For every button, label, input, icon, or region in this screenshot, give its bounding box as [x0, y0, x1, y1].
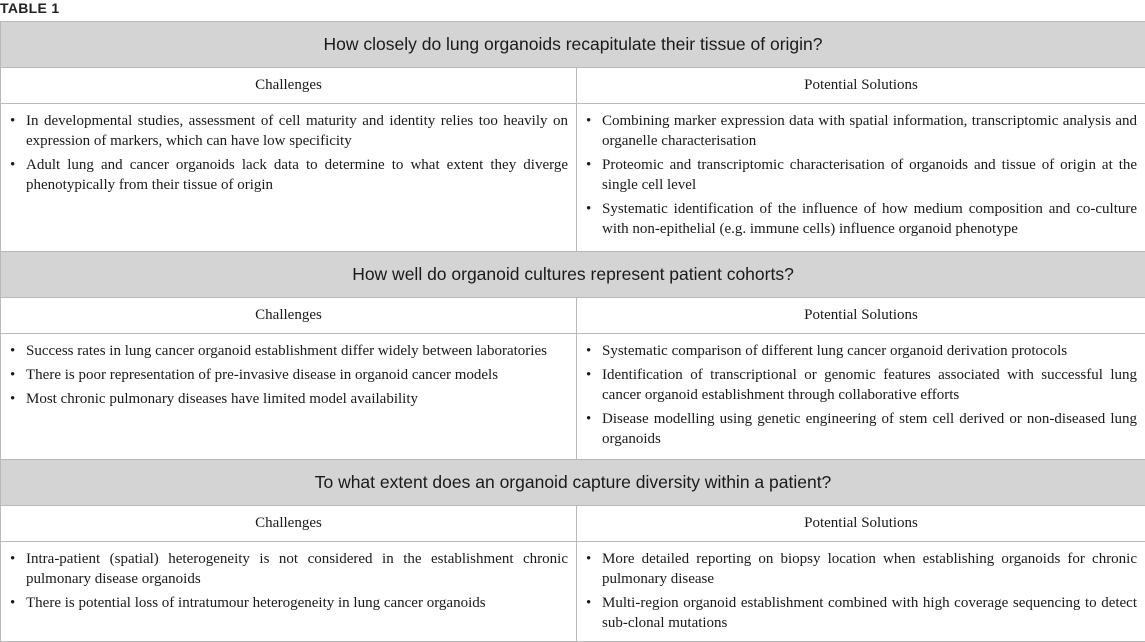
- content-row: [1, 104, 1145, 252]
- challenges-cell: [1, 104, 577, 252]
- column-header-row: [1, 68, 1145, 104]
- solution-item: • More detailed reporting on biopsy location when establishing organoids for chronic pulmonary disease: [585, 549, 1137, 589]
- section-title: How well do organoid cultures represent patient cohorts?: [1, 252, 1145, 298]
- challenges-list: [9, 111, 568, 195]
- solutions-header: Potential Solutions: [577, 298, 1145, 334]
- column-header-row: [1, 298, 1145, 334]
- challenges-header: Challenges: [1, 68, 577, 104]
- challenges-cell: [1, 334, 577, 460]
- solutions-list: [585, 341, 1137, 449]
- solutions-cell: [577, 104, 1145, 252]
- section-title: How closely do lung organoids recapitulate their tissue of origin?: [1, 22, 1145, 68]
- challenge-item: • In developmental studies, assessment of cell maturity and identity relies too heavily on expression of markers, which can have low specificity: [9, 111, 568, 151]
- challenges-header: Challenges: [1, 506, 577, 542]
- content-row: [1, 334, 1145, 460]
- column-header-row: [1, 506, 1145, 542]
- solution-item: • Proteomic and transcriptomic characterisation of organoids and tissue of origin at the single cell level: [585, 155, 1137, 195]
- solutions-list: [585, 111, 1137, 239]
- challenge-item: • There is potential loss of intratumour heterogeneity in lung cancer organoids: [9, 593, 568, 613]
- solutions-list: [585, 549, 1137, 633]
- challenges-list: [9, 549, 568, 613]
- challenges-cell: [1, 542, 577, 642]
- challenge-item: • Intra-patient (spatial) heterogeneity is not considered in the establishment chronic pulmonary disease organoids: [9, 549, 568, 589]
- solution-item: • Disease modelling using genetic engineering of stem cell derived or non-diseased lung organoids: [585, 409, 1137, 449]
- table-caption: TABLE 1: [0, 0, 59, 20]
- challenge-item: • Most chronic pulmonary diseases have limited model availability: [9, 389, 568, 409]
- content-row: [1, 542, 1145, 642]
- solution-item: • Identification of transcriptional or genomic features associated with successful lung cancer organoid establishment through collaborative efforts: [585, 365, 1137, 405]
- section-title-row: [1, 22, 1145, 68]
- solutions-cell: [577, 542, 1145, 642]
- organoid-challenges-table: [0, 21, 1145, 642]
- solutions-header: Potential Solutions: [577, 506, 1145, 542]
- section-title-row: [1, 460, 1145, 506]
- challenges-list: [9, 341, 568, 409]
- section-title: To what extent does an organoid capture diversity within a patient?: [1, 460, 1145, 506]
- solutions-header: Potential Solutions: [577, 68, 1145, 104]
- section-title-row: [1, 252, 1145, 298]
- challenge-item: • Success rates in lung cancer organoid establishment differ widely between laboratories: [9, 341, 568, 361]
- solution-item: • Systematic identification of the influence of how medium composition and co-culture with non-epithelial (e.g. immune cells) influence organoid phenotype: [585, 199, 1137, 239]
- challenges-header: Challenges: [1, 298, 577, 334]
- challenge-item: • Adult lung and cancer organoids lack data to determine to what extent they diverge phenotypically from their tissue of origin: [9, 155, 568, 195]
- solutions-cell: [577, 334, 1145, 460]
- challenge-item: • There is poor representation of pre-invasive disease in organoid cancer models: [9, 365, 568, 385]
- solution-item: • Combining marker expression data with spatial information, transcriptomic analysis and organelle characterisation: [585, 111, 1137, 151]
- solution-item: • Multi-region organoid establishment combined with high coverage sequencing to detect sub-clonal mutations: [585, 593, 1137, 633]
- solution-item: • Systematic comparison of different lung cancer organoid derivation protocols: [585, 341, 1137, 361]
